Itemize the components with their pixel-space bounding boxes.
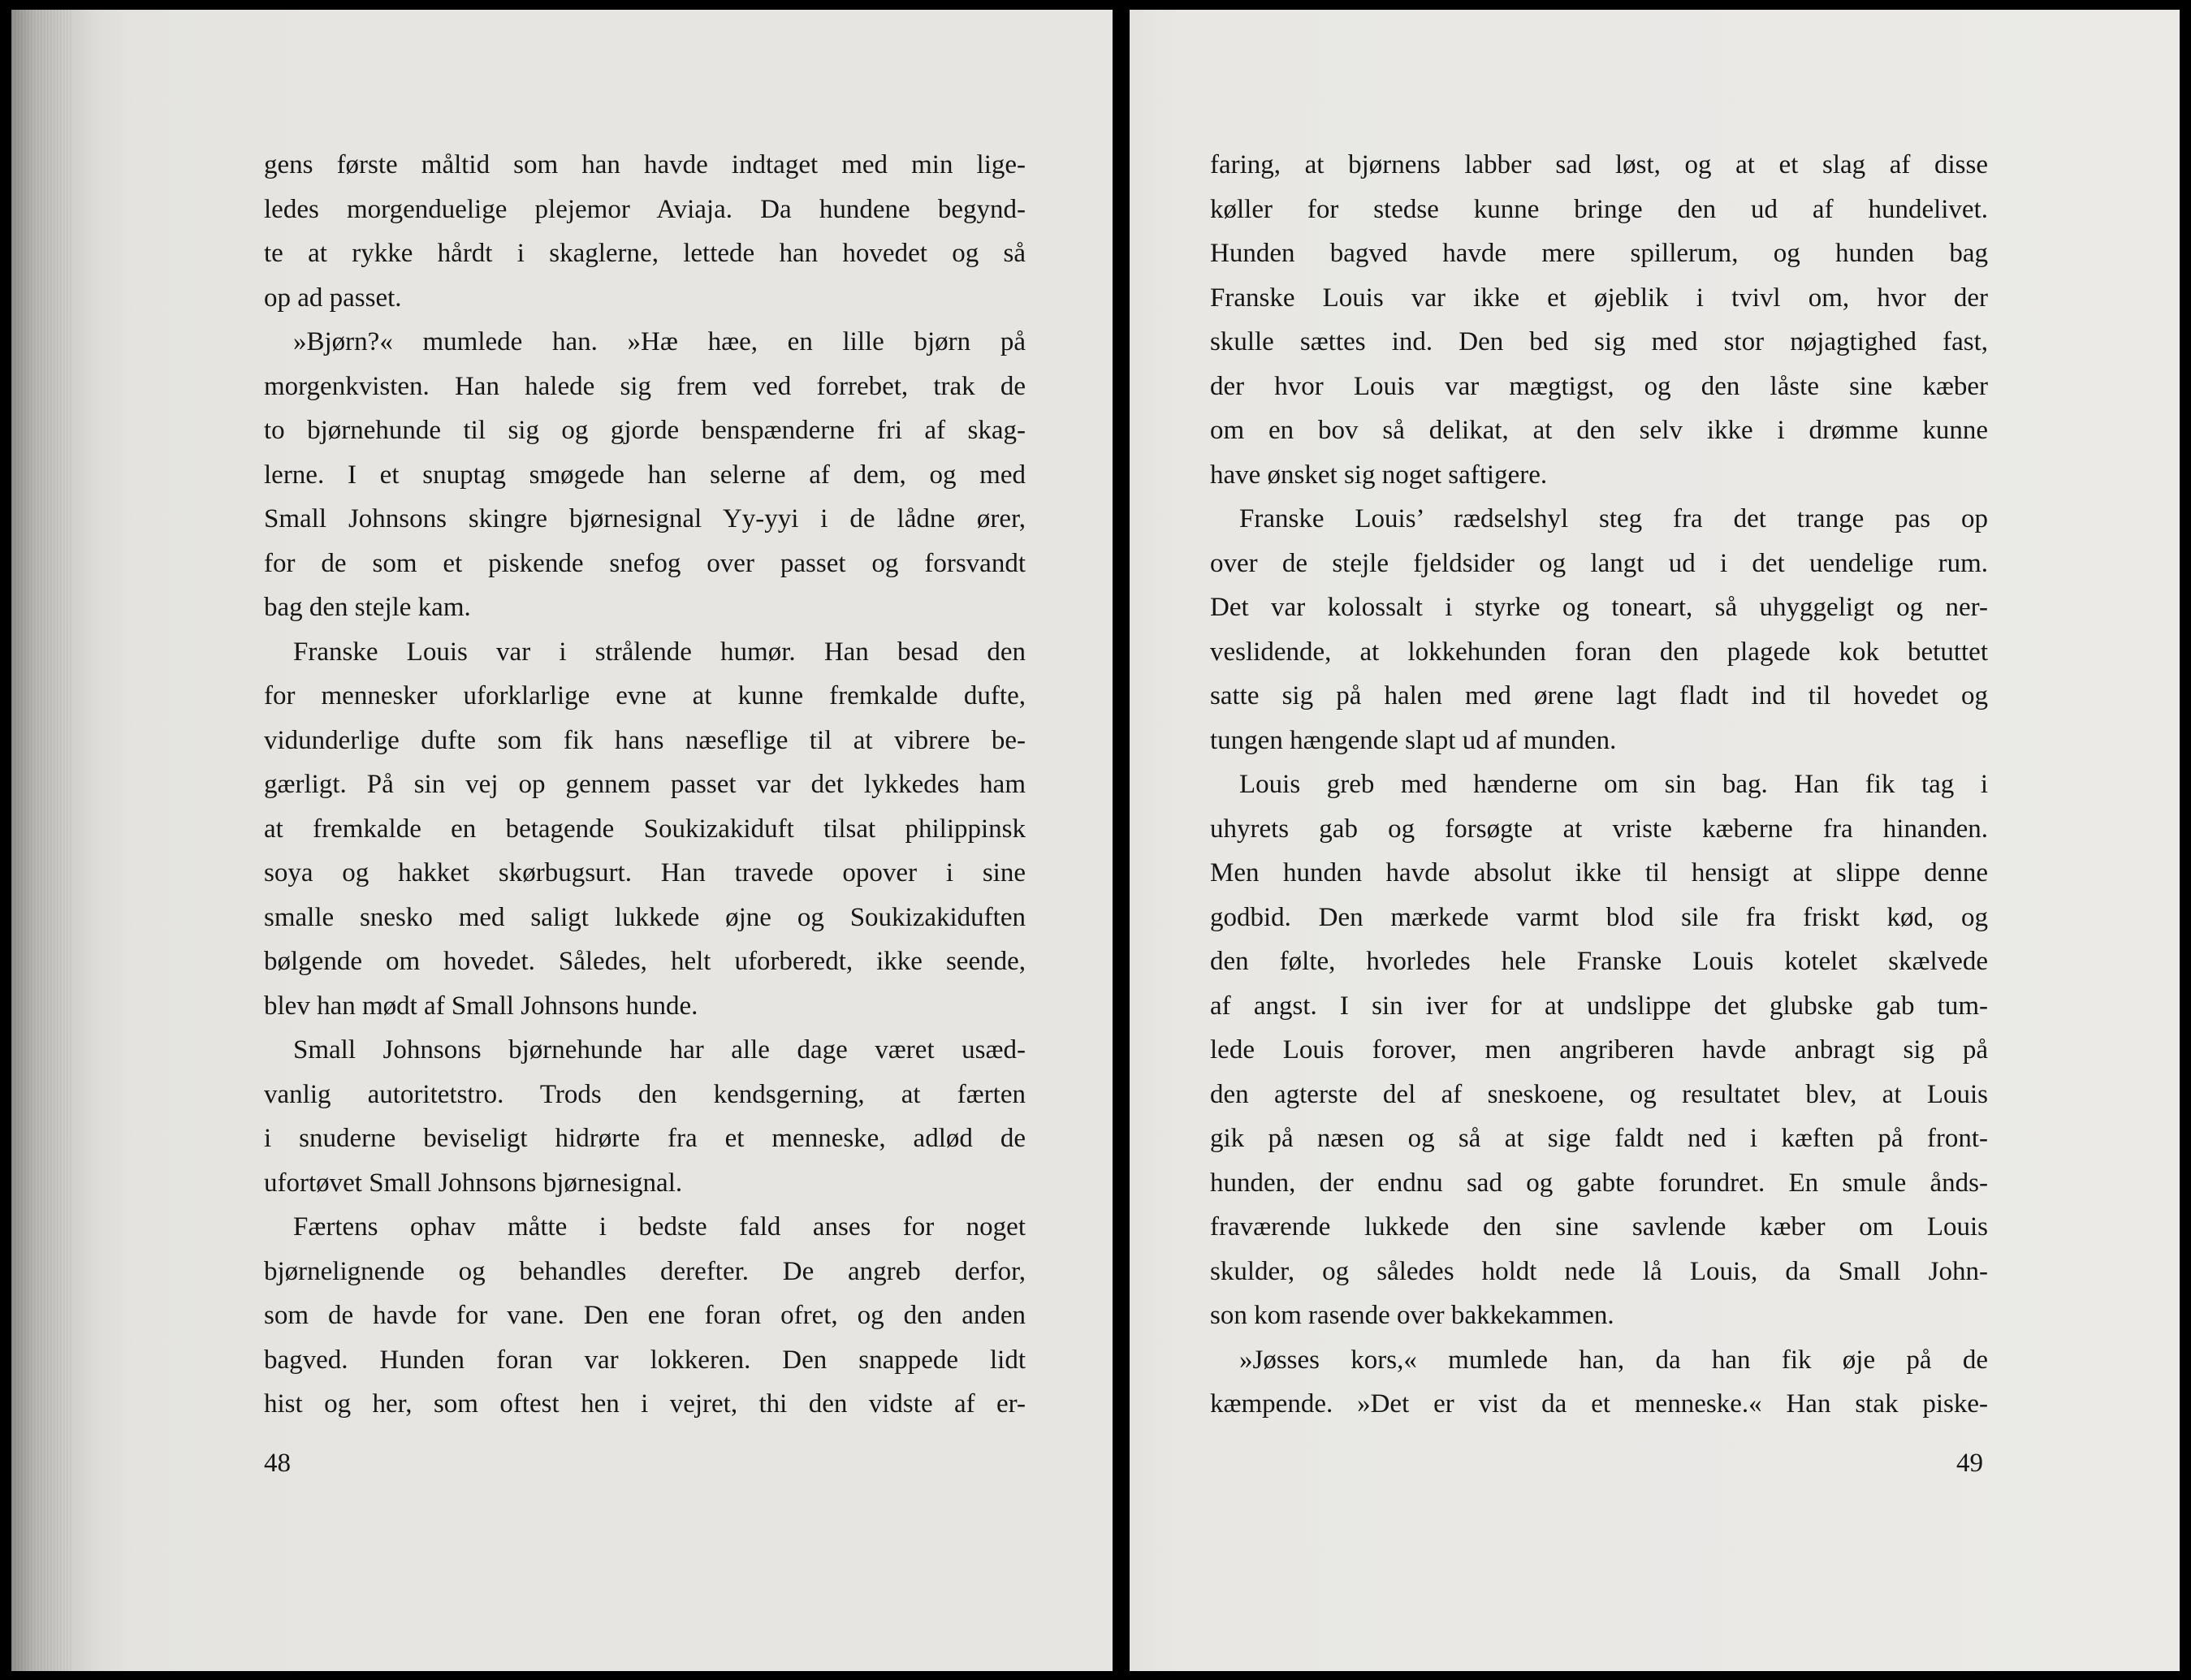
- text-line: lede Louis forover, men angriberen havde anbragt sig på: [1210, 1035, 1988, 1065]
- text-line: over de stejle fjeldsider og langt ud i det uendelige rum.: [1210, 548, 1988, 578]
- text-line: »Jøsses kors,« mumlede han, da han fik øje på de: [1239, 1345, 1988, 1375]
- text-line: for de som et piskende snefog over passet og forsvandt: [264, 548, 1026, 578]
- text-line: hunden, der endnu sad og gabte forundret. En smule ånds-: [1210, 1168, 1988, 1198]
- text-line: Franske Louis’ rædselshyl steg fra det trange pas op: [1239, 504, 1988, 533]
- text-line: kæmpende. »Det er vist da et menneske.« Han stak piske-: [1210, 1389, 1988, 1419]
- text-line: gærligt. På sin vej op gennem passet var det lykkedes ham: [264, 770, 1026, 799]
- text-line: Louis greb med hænderne om sin bag. Han fik tag i: [1239, 770, 1988, 799]
- text-line: uhyrets gab og forsøgte at vriste kæberne fra hinanden.: [1210, 814, 1988, 844]
- text-line: veslidende, at lokkehunden foran den plagede kok betuttet: [1210, 637, 1988, 667]
- text-line: skulder, og således holdt nede lå Louis, da Small John-: [1210, 1256, 1988, 1286]
- text-line: soya og hakket skørbugsurt. Han travede opover i sine: [264, 858, 1026, 888]
- text-line: i snuderne beviseligt hidrørte fra et menneske, adlød de: [264, 1124, 1026, 1153]
- text-line: Det var kolossalt i styrke og toneart, så uhyggeligt og ner-: [1210, 593, 1988, 622]
- text-line: vidunderlige dufte som fik hans næseflige til at vibrere be-: [264, 725, 1026, 755]
- text-line: tungen hængende slapt ud af munden.: [1210, 725, 1617, 755]
- text-line: son kom rasende over bakkekammen.: [1210, 1301, 1614, 1330]
- text-line: gik på næsen og så at sige faldt ned i kæften på front-: [1210, 1124, 1988, 1153]
- text-line: morgenkvisten. Han halede sig frem ved forrebet, trak de: [264, 371, 1026, 401]
- text-line: blev han mødt af Small Johnsons hunde.: [264, 991, 698, 1021]
- text-line: to bjørnehunde til sig og gjorde benspænderne fri af skag-: [264, 416, 1026, 445]
- text-line: skulle sættes ind. Den bed sig med stor nøjagtighed fast,: [1210, 327, 1988, 356]
- text-line: godbid. Den mærkede varmt blod sile fra friskt kød, og: [1210, 902, 1988, 932]
- text-line: ufortøvet Small Johnsons bjørnesignal.: [264, 1168, 683, 1198]
- page-number-left: 48: [264, 1449, 291, 1478]
- page-number-right: 49: [1956, 1449, 1983, 1478]
- text-line: bjørnelignende og behandles derefter. De angreb derfor,: [264, 1256, 1026, 1286]
- text-line: Small Johnsons skingre bjørnesignal Yy-yyi i de lådne ører,: [264, 504, 1026, 533]
- text-line: Franske Louis var ikke et øjeblik i tvivl om, hvor der: [1210, 283, 1988, 313]
- text-line: op ad passet.: [264, 283, 402, 313]
- text-line: Færtens ophav måtte i bedste fald anses for noget: [293, 1212, 1026, 1242]
- text-line: vanlig autoritetstro. Trods den kendsgerning, at færten: [264, 1079, 1026, 1109]
- text-line: ledes morgenduelige plejemor Aviaja. Da hundene begynd-: [264, 194, 1026, 224]
- text-line: satte sig på halen med ørene lagt fladt ind til hovedet og: [1210, 681, 1988, 710]
- text-line: fraværende lukkede den sine savlende kæber om Louis: [1210, 1212, 1988, 1242]
- text-line: der hvor Louis var mægtigst, og den låste sine kæber: [1210, 371, 1988, 401]
- text-line: Men hunden havde absolut ikke til hensigt at slippe denne: [1210, 858, 1988, 888]
- text-line: af angst. I sin iver for at undslippe det glubske gab tum-: [1210, 991, 1988, 1021]
- text-line: køller for stedse kunne bringe den ud af hundelivet.: [1210, 194, 1988, 224]
- text-line: bølgende om hovedet. Således, helt uforberedt, ikke seende,: [264, 947, 1026, 976]
- text-line: Franske Louis var i strålende humør. Han besad den: [293, 637, 1026, 667]
- left-page: [11, 10, 1113, 1671]
- right-page: [1130, 10, 2180, 1671]
- text-line: hist og her, som oftest hen i vejret, thi den vidste af er-: [264, 1389, 1026, 1419]
- text-line: Hunden bagved havde mere spillerum, og hunden bag: [1210, 239, 1988, 268]
- text-line: for mennesker uforklarlige evne at kunne fremkalde dufte,: [264, 681, 1026, 710]
- text-line: faring, at bjørnens labber sad løst, og at et slag af disse: [1210, 150, 1988, 179]
- text-line: have ønsket sig noget saftigere.: [1210, 460, 1548, 490]
- text-line: bag den stejle kam.: [264, 593, 471, 622]
- text-line: om en bov så delikat, at den selv ikke i drømme kunne: [1210, 416, 1988, 445]
- text-line: Small Johnsons bjørnehunde har alle dage været usæd-: [293, 1035, 1026, 1065]
- text-line: te at rykke hårdt i skaglerne, lettede han hovedet og så: [264, 239, 1026, 268]
- text-line: lerne. I et snuptag smøgede han selerne af dem, og med: [264, 460, 1026, 490]
- text-line: smalle snesko med saligt lukkede øjne og Soukizakiduften: [264, 902, 1026, 932]
- text-line: som de havde for vane. Den ene foran ofret, og den anden: [264, 1301, 1026, 1330]
- text-line: den agterste del af sneskoene, og resultatet blev, at Louis: [1210, 1079, 1988, 1109]
- left-page-text: [264, 143, 1026, 1427]
- text-line: bagved. Hunden foran var lokkeren. Den snappede lidt: [264, 1345, 1026, 1375]
- text-line: gens første måltid som han havde indtaget med min lige-: [264, 150, 1026, 179]
- text-line: at fremkalde en betagende Soukizakiduft tilsat philippinsk: [264, 814, 1026, 844]
- text-line: »Bjørn?« mumlede han. »Hæ hæe, en lille bjørn på: [293, 327, 1026, 356]
- text-line: den følte, hvorledes hele Franske Louis kotelet skælvede: [1210, 947, 1988, 976]
- right-page-text: [1210, 143, 1988, 1427]
